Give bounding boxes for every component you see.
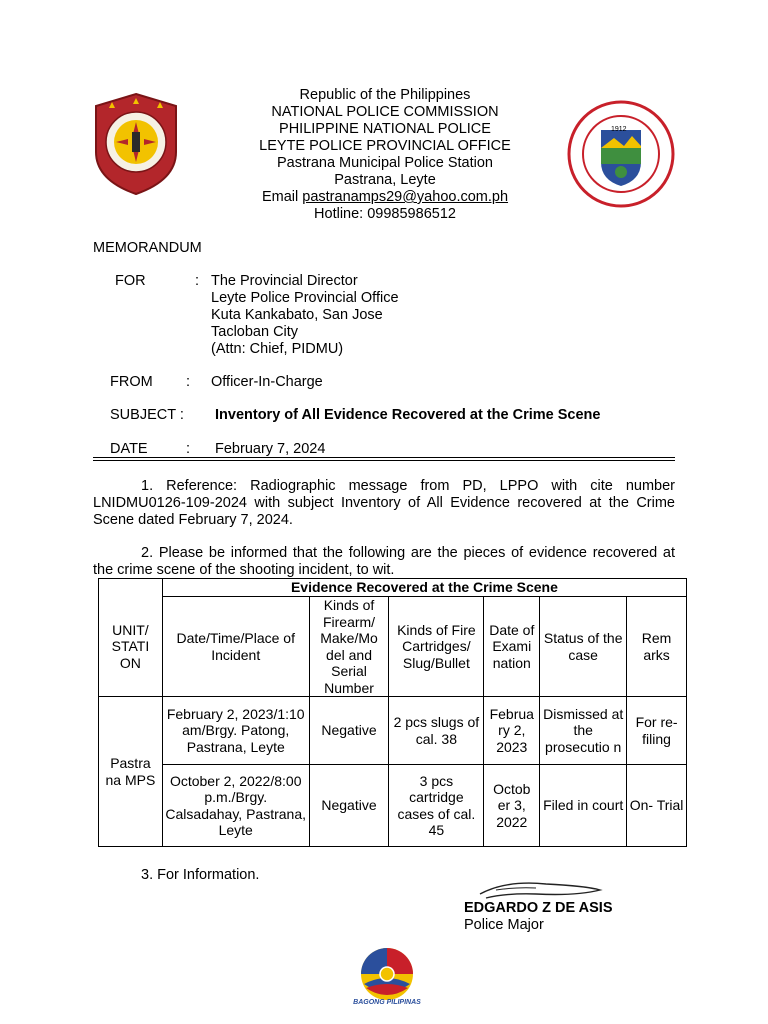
header-line-5: Pastrana Municipal Police Station	[276, 155, 493, 171]
cell-date-place: October 2, 2022/8:00 p.m./Brgy. Calsadahay, Pastrana, Leyte	[162, 765, 309, 847]
header-divider-bottom	[93, 460, 675, 461]
subject-label: SUBJECT :	[110, 407, 184, 423]
table-blank-cell	[99, 579, 163, 597]
header-line-2: NATIONAL POLICE COMMISSION	[271, 104, 499, 120]
for-line-3: Kuta Kankabato, San Jose	[211, 307, 383, 323]
header-unit: UNIT/ STATI ON	[99, 597, 163, 697]
email-label: Email	[261, 189, 303, 205]
header-line-6: Pastrana, Leyte	[334, 172, 436, 188]
from-colon: :	[186, 374, 191, 390]
for-line-4: Tacloban City	[211, 324, 299, 340]
cell-status: Filed in court	[540, 765, 627, 847]
signatory-rank: Police Major	[464, 917, 544, 933]
cell-exam-date: Octob er 3, 2022	[484, 765, 540, 847]
right-seal-year: 1912	[611, 126, 627, 133]
signatory-name: EDGARDO Z DE ASIS	[464, 900, 613, 916]
header-cartridges: Kinds of Fire Cartridges/ Slug/Bullet	[389, 597, 484, 697]
for-label: FOR	[115, 273, 146, 289]
subject-value: Inventory of All Evidence Recovered at the Crime Scene	[215, 407, 601, 423]
bottom-logo-text: BAGONG PILIPINAS	[353, 999, 421, 1006]
from-value: Officer-In-Charge	[211, 374, 323, 390]
cell-remarks: For re- filing	[627, 697, 687, 765]
letterhead	[160, 87, 610, 223]
header-line-1: Republic of the Philippines	[299, 87, 471, 103]
header-remarks: Rem arks	[627, 597, 687, 697]
evidence-table	[98, 578, 687, 847]
header-line-4: LEYTE POLICE PROVINCIAL OFFICE	[259, 138, 511, 154]
header-divider-top	[93, 457, 675, 458]
header-exam-date: Date of Exami nation	[484, 597, 540, 697]
cell-firearm: Negative	[309, 697, 389, 765]
cell-firearm: Negative	[309, 765, 389, 847]
header-date-place: Date/Time/Place of Incident	[162, 597, 309, 697]
from-label: FROM	[110, 374, 153, 390]
table-title-row	[99, 579, 687, 597]
unit-cell: Pastra na MPS	[99, 697, 163, 847]
paragraph-1: 1. Reference: Radiographic message from PD, LPPO with cite number LNIDMU0126-109-2024 with subject Inventory of All Evidence recovered at the Crime Scene dated February 7, 2024.	[93, 478, 675, 528]
hotline: Hotline: 09985986512	[314, 206, 456, 222]
for-line-5: (Attn: Chief, PIDMU)	[211, 341, 344, 357]
cell-status: Dismissed at the prosecutio n	[540, 697, 627, 765]
for-line-2: Leyte Police Provincial Office	[211, 290, 399, 306]
table-title: Evidence Recovered at the Crime Scene	[162, 579, 686, 597]
email-link[interactable]: pastranamps29@yahoo.com.ph	[302, 189, 509, 205]
cell-cartridges: 3 pcs cartridge cases of cal. 45	[389, 765, 484, 847]
header-line-3: PHILIPPINE NATIONAL POLICE	[279, 121, 491, 137]
paragraph-3: 3. For Information.	[141, 867, 260, 883]
memo-title: MEMORANDUM	[93, 240, 202, 256]
for-recipient	[211, 273, 399, 358]
email-line	[160, 189, 610, 206]
table-row	[99, 765, 687, 847]
header-firearm: Kinds of Firearm/ Make/Mo del and Serial Number	[309, 597, 389, 697]
cell-remarks: On- Trial	[627, 765, 687, 847]
cell-cartridges: 2 pcs slugs of cal. 38	[389, 697, 484, 765]
table-header-row	[99, 597, 687, 697]
for-line-1: The Provincial Director	[211, 273, 358, 289]
cell-exam-date: Februa ry 2, 2023	[484, 697, 540, 765]
header-status: Status of the case	[540, 597, 627, 697]
date-label: DATE	[110, 441, 148, 457]
cell-date-place: February 2, 2023/1:10 am/Brgy. Patong, Pastrana, Leyte	[162, 697, 309, 765]
table-row	[99, 697, 687, 765]
paragraph-2: 2. Please be informed that the following are the pieces of evidence recovered at the crime scene of the shooting incident, to wit.	[93, 545, 675, 578]
date-value: February 7, 2024	[215, 441, 326, 457]
for-colon: :	[195, 273, 200, 289]
date-colon: :	[186, 441, 191, 457]
